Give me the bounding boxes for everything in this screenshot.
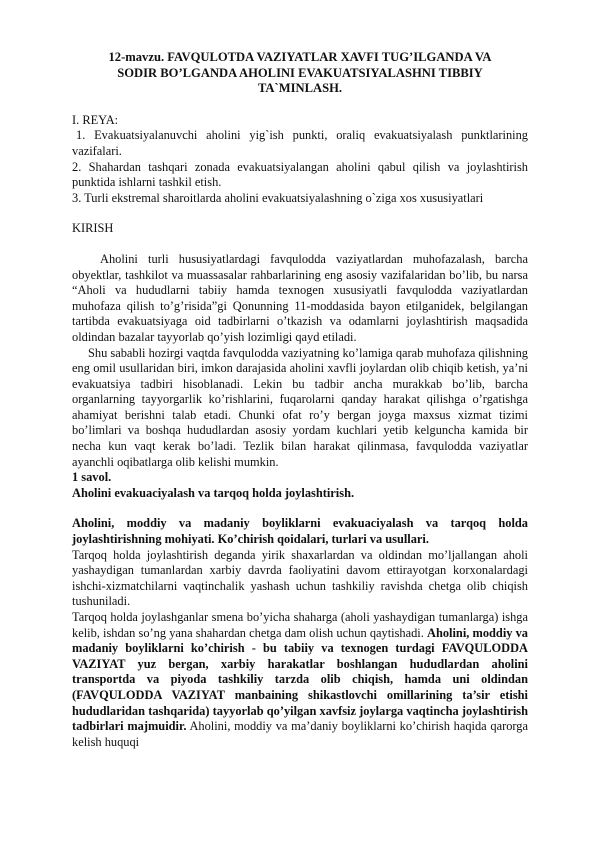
intro-paragraph-2: Shu sababli hozirgi vaqtda favqulodda vaziyatning ko’lamiga qarab muhofaza qilishning eng omil usullaridan biri, imkon darajasida aholini xavfli joylardan olib chiqib ketish, ya’ni evakuatsiya tadbiri hisoblanadi. Lekin bu tadbir ancha murakkab bo’lib, barcha organlarning tayyorgarlik ko’rishlarini, fuqarolarni qanday harakat qilishga o’rgatishga ahamiyat berishni talab etadi. Chunki ofat ro’y bergan joyga maxsus xizmat tizimi bo’limlari va boshqa hududlardan asosiy yordam kuchlari yetib kelguncha kamida bir necha kun vaqt kerak bo’ladi. Tezlik bilan harakat qilinmasa, favqulodda vaziyatlar ayanchli oqibatlarga olib kelishi mumkin. (72, 345, 528, 469)
title-line-3: TA`MINLASH. (257, 81, 343, 96)
question-subheading: Aholini, moddiy va madaniy boyliklarni evakuaciyalash va tarqoq holda joylashtirishning mohiyati. Ko’chirish qoidalari, turlari va usullari. (72, 516, 528, 547)
question-paragraph-1: Tarqoq holda joylashtirish deganda yirik shaxarlardan va oldindan mo’ljallangan aholi yashaydigan tumanlardan xarbiy davrda faoliyatini davom ettirayotgan korxonalardagi ishchi-xizmatchilarni vaqtinchalik yashash uchun tashkiliy ravishda chetga olib chiqish tushuniladi. (72, 547, 528, 609)
plan-item-1: 1. Evakuatsiyalanuvchi aholini yig`ish punkti, oraliq evakuatsiyalash punktlarining vazifalari. (72, 128, 528, 158)
plan-item-2: 2. Shahardan tashqari zonada evakuatsiyalangan aholini qabul qilish va joylashtirish punktida ishlarni tashkil etish. (72, 159, 528, 190)
title-line-1: 12-mavzu. FAVQULOTDA VAZIYATLAR XAVFI TUG’ILGANDA VA (108, 50, 492, 64)
paragraph-2-start: Tarqoq holda joylashganlar smena bo’yicha shaharga (aholi yashaydigan tumanlarga) ishga kelib, ishdan so’ng yana shahardan chetga dam olish uchun qaytishadi. (72, 610, 528, 640)
paragraph-2-bold: Aholini, moddiy va madaniy boyliklarni ko’chirish - bu tabiiy va texnogen turdagi FAVQULODDA VAZIYAT yuz bergan, xarbiy harakatlar boshlangan hududlardan aholini transportda va piyoda tashkiliy tarzda olib chiqish, hamda uni oldindan (FAVQULODDA VAZIYAT manbaining shikastlovchi omillarining ta’sir etishi hududlaridan tashqarida) tayyorlab qo’yilgan xavfsiz joylarga vaqtincha joylashtirish tadbirlari majmuidir. (72, 625, 529, 734)
question-label: 1 savol. (72, 470, 112, 485)
paragraph-2-end: Aholini, moddiy va ma’daniy boyliklarni ko’chirish haqida qarorga kelish huquqi (72, 719, 528, 749)
document-title (72, 50, 528, 97)
plan-heading: I. REYA: (72, 112, 119, 127)
question-paragraph-2 (72, 610, 528, 750)
question-1-section (72, 470, 528, 750)
plan-section (72, 113, 528, 207)
intro-heading: KIRISH (72, 221, 114, 236)
question-heading: Aholini evakuaciyalash va tarqoq holda joylashtirish. (72, 485, 355, 500)
intro-paragraph-1: Aholini turli hususiyatlardagi favqulodda vaziyatlardan muhofazalash, barcha obyektlar, tashkilot va muassasalar rahbarlarining eng asosiy vazifalaridan bo’lib, bu narsa “Aholi va hududlarni tabiiy hamda texnogen xususiyatli favqulodda vaziyatlardan muhofaza qilish to’g’risida”gi Qonunning 11-moddasida bayon etilganidek, belgilangan tartibda evakuatsiyaga oid tadbirlarni o’tkazish va odamlarni joylashtirish maqsadida oldindan bazalar tayyorlab qo’yish lozimligi qayd etiladi. (72, 251, 528, 344)
plan-item-3: 3. Turli ekstremal sharoitlarda aholini evakuatsiyalashning o`ziga xos xususiyatlari (72, 190, 484, 205)
document-page (72, 50, 528, 750)
intro-section (72, 221, 528, 470)
title-line-2: SODIR BO’LGANDA AHOLINI EVAKUATSIYALASHNI TIBBIY (117, 65, 483, 80)
